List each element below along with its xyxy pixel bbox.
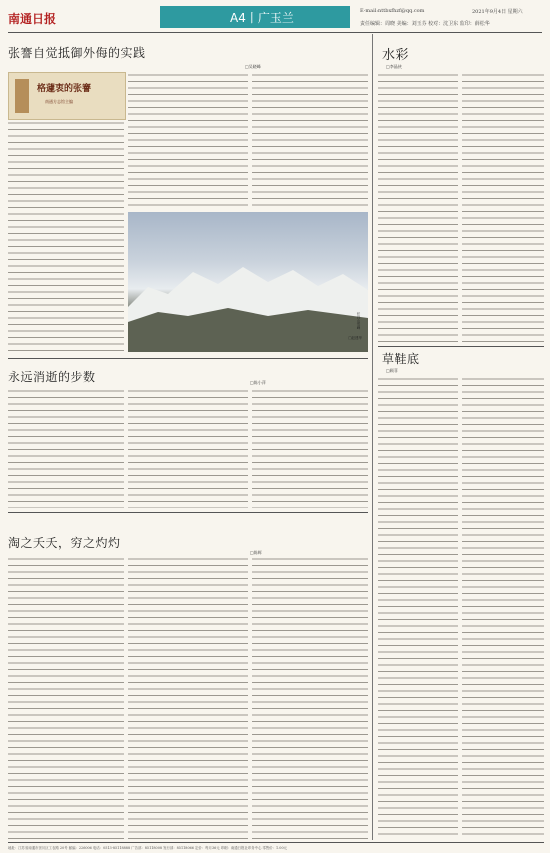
book-cover-image xyxy=(8,72,126,120)
poor-article-title: 淘之夭夭，穷之灼灼 xyxy=(8,536,121,550)
section-rule-3 xyxy=(378,346,544,347)
page-label: A4丨广玉兰 xyxy=(230,11,294,25)
main-article-body-col2 xyxy=(128,72,248,210)
water-body-col1 xyxy=(378,72,458,342)
water-article-author: □李晶侠 xyxy=(386,64,402,69)
main-article-author: □吴晓峰 xyxy=(245,64,261,69)
main-article-title: 张謇自觉抵御外侮的实践 xyxy=(8,46,146,60)
water-article-title: 水彩 xyxy=(382,48,410,63)
page-section-band xyxy=(160,6,350,28)
steps-article-title: 永远消逝的步数 xyxy=(8,370,96,384)
contact-email: E-mail:nttbxfhzf@qq.com xyxy=(360,8,425,14)
section-rule-2 xyxy=(8,512,368,513)
poor-body-col3 xyxy=(252,556,368,840)
steps-article-author: □陈小萍 xyxy=(250,380,266,385)
newspaper-logo: 南通日报 xyxy=(8,12,57,26)
mountain-photo xyxy=(128,212,368,352)
photo-credit: □赵建华 xyxy=(348,336,362,340)
steps-body-col3 xyxy=(252,388,368,508)
mountain-silhouette xyxy=(128,212,368,352)
book-cover-figure xyxy=(15,79,29,113)
photo-caption: 长白山雪峰 xyxy=(357,312,361,330)
poor-body-col2 xyxy=(128,556,248,840)
editor-credits: 责任编辑：周晓 美编：刘玉芬 校对：沈卫东 监印：薛松华 xyxy=(360,21,490,27)
shoes-body-col1 xyxy=(378,376,458,840)
section-rule-1 xyxy=(8,358,368,359)
poor-body-col1 xyxy=(8,556,124,840)
steps-body-col1 xyxy=(8,388,124,508)
steps-body-col2 xyxy=(128,388,248,508)
poor-article-author: □陈辉 xyxy=(250,550,262,555)
header-rule xyxy=(8,32,542,33)
main-article-body-col3 xyxy=(252,72,368,210)
footer-info: 地址：江苏省南通市崇川区工农路 20号 邮编：226006 电话：0513-85118888 广告部：85118008 发行部：85118066 定价：每月36元 印刷：南通日报社印务中心 零售价：1.00元 xyxy=(8,846,287,850)
shoes-article-title: 草鞋底 xyxy=(382,352,420,366)
book-cover-title: 格蘧衷的张謇 xyxy=(37,84,92,94)
shoes-article-author: □顾菲 xyxy=(386,368,398,373)
footer-rule xyxy=(8,842,544,843)
shoes-body-col2 xyxy=(462,376,544,840)
book-cover-subtitle: 南通方志馆主编 xyxy=(45,99,73,104)
main-article-body-col1 xyxy=(8,120,124,356)
column-divider xyxy=(372,34,373,840)
issue-date: 2021年9月4日 星期六 xyxy=(472,9,523,15)
water-body-col2 xyxy=(462,72,544,342)
